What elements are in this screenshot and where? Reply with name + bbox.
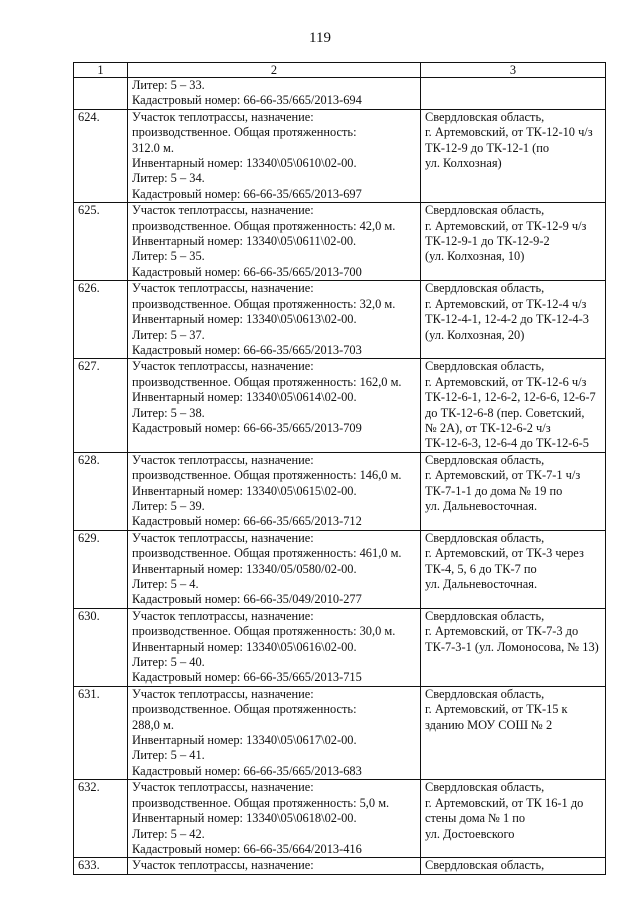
address-line: Свердловская область,	[425, 530, 545, 545]
description-line: Инвентарный номер: 13340\05\0618\02-00.	[132, 811, 357, 826]
description-line: Инвентарный номер: 13340\05\0610\02-00.	[132, 156, 357, 171]
address-line: ТК-4, 5, 6 до ТК-7 по	[425, 561, 537, 576]
address-line: Свердловская область,	[425, 109, 545, 124]
object-description	[128, 109, 421, 202]
description-line: Участок теплотрассы, назначение:	[132, 858, 314, 873]
description-line: Кадастровый номер: 66-66-35/049/2010-277	[132, 592, 362, 607]
description-line: Кадастровый номер: 66-66-35/665/2013-712	[132, 514, 362, 529]
address-line: Свердловская область,	[425, 780, 545, 795]
description-line: Литер: 5 – 35.	[132, 249, 205, 264]
object-description	[128, 281, 421, 359]
object-address	[421, 530, 606, 608]
description-line: Инвентарный номер: 13340\05\0615\02-00.	[132, 483, 357, 498]
row-number: 630.	[74, 608, 128, 686]
description-line: Участок теплотрассы, назначение:	[132, 203, 314, 218]
address-line: (ул. Колхозная, 10)	[425, 249, 525, 264]
description-line: Инвентарный номер: 13340\05\0613\02-00.	[132, 312, 357, 327]
address-line: г. Артемовский, от ТК-3 через	[425, 546, 584, 561]
address-line: ТК-12-9-1 до ТК-12-9-2	[425, 234, 550, 249]
object-address	[421, 359, 606, 452]
table-row	[74, 858, 606, 874]
address-line: ТК-12-9 до ТК-12-1 (по	[425, 140, 550, 155]
object-description	[128, 858, 421, 874]
description-line: Кадастровый номер: 66-66-35/664/2013-416	[132, 841, 362, 856]
address-line: ТК-12-4-1, 12-4-2 до ТК-12-4-3	[425, 312, 589, 327]
description-line: Кадастровый номер: 66-66-35/665/2013-697	[132, 186, 362, 201]
row-number: 626.	[74, 281, 128, 359]
description-line: Литер: 5 – 34.	[132, 171, 205, 186]
registry-table	[73, 62, 606, 875]
description-line: производственное. Общая протяженность: 32,0 м.	[132, 296, 396, 311]
description-line: Кадастровый номер: 66-66-35/665/2013-709	[132, 420, 362, 435]
description-line: Участок теплотрассы, назначение:	[132, 608, 314, 623]
description-line: Кадастровый номер: 66-66-35/665/2013-700	[132, 264, 362, 279]
description-line: 312.0 м.	[132, 140, 174, 155]
address-line: стены дома № 1 по	[425, 811, 526, 826]
table-row	[74, 686, 606, 779]
description-line: Инвентарный номер: 13340\05\0611\02-00.	[132, 234, 357, 249]
address-line: ул. Дальневосточная.	[425, 498, 538, 513]
object-description	[128, 530, 421, 608]
address-line: ул. Колхозная)	[425, 156, 502, 171]
address-line: г. Артемовский, от ТК-7-1 ч/з	[425, 468, 581, 483]
address-line: Свердловская область,	[425, 203, 545, 218]
description-line: производственное. Общая протяженность: 461,0 м.	[132, 546, 402, 561]
row-number: 624.	[74, 109, 128, 202]
description-line: производственное. Общая протяженность: 146,0 м.	[132, 468, 402, 483]
address-line: г. Артемовский, от ТК-15 к	[425, 702, 568, 717]
address-line: Свердловская область,	[425, 608, 545, 623]
description-line: Участок теплотрассы, назначение:	[132, 780, 314, 795]
description-line: Участок теплотрассы, назначение:	[132, 281, 314, 296]
description-line: Литер: 5 – 39.	[132, 498, 205, 513]
row-number: 633.	[74, 858, 128, 874]
table-header-row	[74, 63, 606, 78]
description-line: производственное. Общая протяженность: 30,0 м.	[132, 624, 396, 639]
object-address	[421, 281, 606, 359]
description-line: Участок теплотрассы, назначение:	[132, 109, 314, 124]
object-address	[421, 109, 606, 202]
address-line: ул. Дальневосточная.	[425, 577, 538, 591]
object-address	[421, 608, 606, 686]
address-line: зданию МОУ СОШ № 2	[425, 717, 553, 732]
address-line: ТК-7-3-1 (ул. Ломоносова, № 13)	[425, 639, 599, 654]
description-line: Литер: 5 – 38.	[132, 405, 205, 420]
description-line: Кадастровый номер: 66-66-35/665/2013-703	[132, 342, 362, 357]
address-line: (ул. Колхозная, 20)	[425, 327, 525, 342]
table-row	[74, 530, 606, 608]
column-header: 1	[74, 63, 128, 78]
address-line: Свердловская область,	[425, 452, 545, 467]
description-line: производственное. Общая протяженность: 5,0 м.	[132, 795, 390, 810]
description-line: производственное. Общая протяженность: 162,0 м.	[132, 374, 402, 389]
description-line: Инвентарный номер: 13340\05\0617\02-00.	[132, 733, 357, 748]
description-line: Литер: 5 – 33.	[132, 78, 205, 92]
description-line: Кадастровый номер: 66-66-35/665/2013-683	[132, 763, 362, 778]
description-line: Литер: 5 – 41.	[132, 748, 205, 763]
address-line: г. Артемовский, от ТК-12-9 ч/з	[425, 218, 587, 233]
description-line: производственное. Общая протяженность: 42,0 м.	[132, 218, 396, 233]
object-address	[421, 452, 606, 530]
table-row	[74, 452, 606, 530]
object-description	[128, 608, 421, 686]
description-line: Литер: 5 – 4.	[132, 577, 199, 591]
table-row	[74, 780, 606, 858]
description-line: Литер: 5 – 37.	[132, 327, 205, 342]
object-address	[421, 203, 606, 281]
description-line: Литер: 5 – 42.	[132, 826, 205, 841]
address-line: Свердловская область,	[425, 359, 545, 374]
address-line: № 2А), от ТК-12-6-2 ч/з	[425, 420, 551, 435]
table-row	[74, 359, 606, 452]
row-number: 629.	[74, 530, 128, 608]
table-row	[74, 203, 606, 281]
address-line: г. Артемовский, от ТК-12-10 ч/з	[425, 125, 593, 140]
description-line: Литер: 5 – 40.	[132, 655, 205, 670]
description-line: Инвентарный номер: 13340/05/0580/02-00.	[132, 561, 357, 576]
table-row	[74, 608, 606, 686]
description-line: Участок теплотрассы, назначение:	[132, 359, 314, 374]
description-line: Инвентарный номер: 13340\05\0616\02-00.	[132, 639, 357, 654]
object-description	[128, 78, 421, 110]
object-description	[128, 359, 421, 452]
table-row	[74, 281, 606, 359]
column-header: 2	[128, 63, 421, 78]
address-line: г. Артемовский, от ТК-12-6 ч/з	[425, 374, 587, 389]
address-line: ТК-7-1-1 до дома № 19 по	[425, 483, 563, 498]
address-line: г. Артемовский, от ТК 16-1 до	[425, 795, 584, 810]
column-header: 3	[421, 63, 606, 78]
object-description	[128, 203, 421, 281]
address-line: Свердловская область,	[425, 686, 545, 701]
description-line: производственное. Общая протяженность:	[132, 125, 357, 140]
description-line: производственное. Общая протяженность:	[132, 702, 357, 717]
description-line: Участок теплотрассы, назначение:	[132, 686, 314, 701]
object-address	[421, 78, 606, 110]
object-description	[128, 452, 421, 530]
address-line: Свердловская область,	[425, 858, 545, 873]
address-line: ТК-12-6-3, 12-6-4 до ТК-12-6-5	[425, 436, 589, 451]
address-line: до ТК-12-6-8 (пер. Советский,	[425, 405, 585, 420]
description-line: Участок теплотрассы, назначение:	[132, 452, 314, 467]
description-line: 288,0 м.	[132, 717, 174, 732]
address-line: ТК-12-6-1, 12-6-2, 12-6-6, 12-6-7	[425, 390, 596, 405]
object-description	[128, 780, 421, 858]
page-number: 119	[309, 30, 331, 46]
row-number: 627.	[74, 359, 128, 452]
object-description	[128, 686, 421, 779]
object-address	[421, 686, 606, 779]
address-line: ул. Достоевского	[425, 826, 515, 841]
address-line: г. Артемовский, от ТК-7-3 до	[425, 624, 579, 639]
address-line: Свердловская область,	[425, 281, 545, 296]
table-row	[74, 109, 606, 202]
row-number	[74, 78, 128, 110]
row-number: 628.	[74, 452, 128, 530]
object-address	[421, 780, 606, 858]
row-number: 631.	[74, 686, 128, 779]
description-line: Инвентарный номер: 13340\05\0614\02-00.	[132, 390, 357, 405]
address-line: г. Артемовский, от ТК-12-4 ч/з	[425, 296, 587, 311]
object-address	[421, 858, 606, 874]
row-number: 632.	[74, 780, 128, 858]
description-line: Кадастровый номер: 66-66-35/665/2013-715	[132, 670, 362, 685]
description-line: Кадастровый номер: 66-66-35/665/2013-694	[132, 93, 362, 108]
table-row	[74, 78, 606, 110]
row-number: 625.	[74, 203, 128, 281]
description-line: Участок теплотрассы, назначение:	[132, 530, 314, 545]
